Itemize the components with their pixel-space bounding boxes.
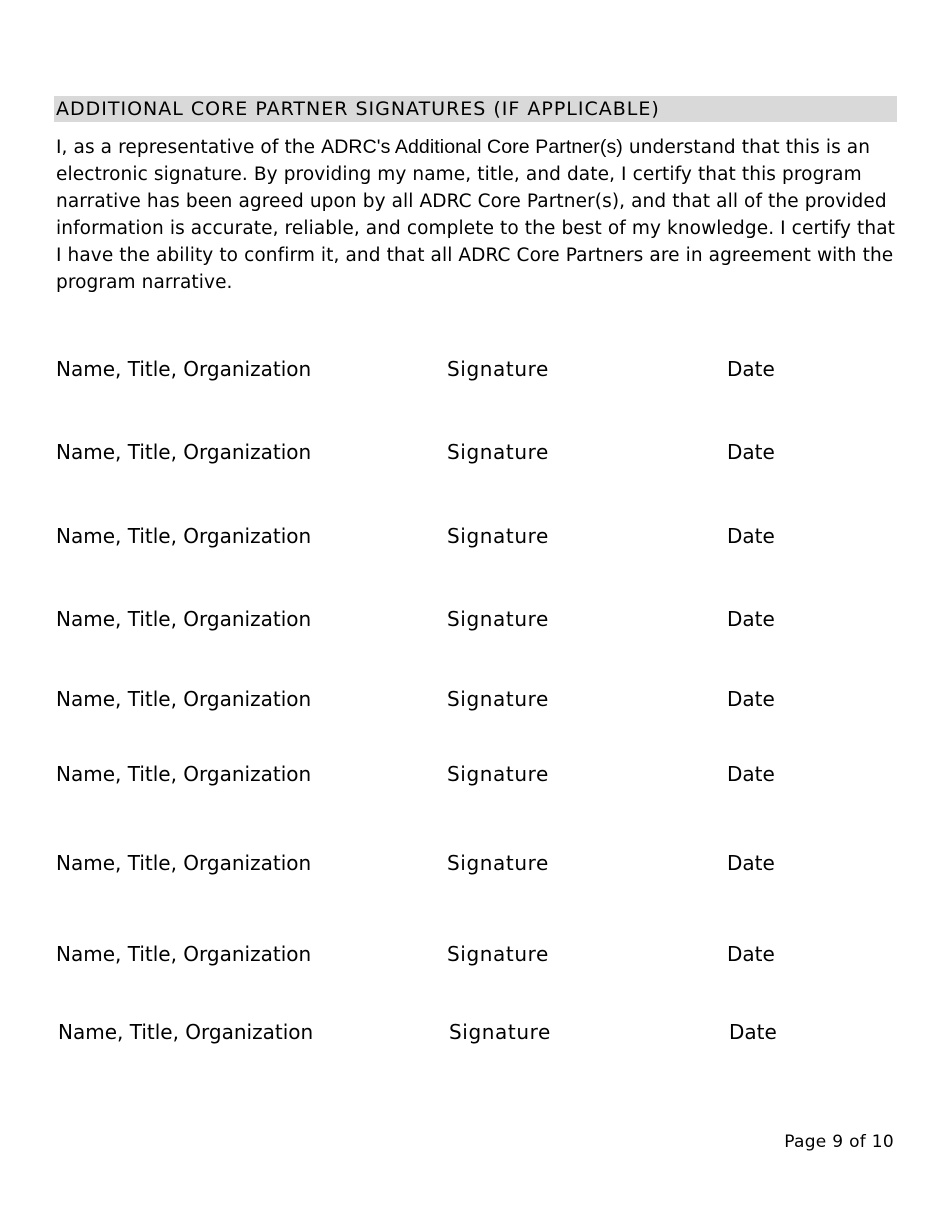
signature-label: Signature bbox=[447, 942, 549, 966]
signature-row bbox=[0, 521, 950, 551]
signature-label: Signature bbox=[447, 357, 549, 381]
signature-label: Signature bbox=[447, 687, 549, 711]
name-title-organization-label: Name, Title, Organization bbox=[56, 687, 312, 711]
signature-label: Signature bbox=[447, 607, 549, 631]
name-title-organization-label: Name, Title, Organization bbox=[56, 851, 312, 875]
signature-row bbox=[0, 604, 950, 634]
signature-row bbox=[0, 354, 950, 384]
signature-row bbox=[0, 1017, 950, 1047]
signature-label: Signature bbox=[449, 1020, 551, 1044]
page-number: Page 9 of 10 bbox=[784, 1132, 894, 1152]
date-label: Date bbox=[727, 851, 775, 875]
name-title-organization-label: Name, Title, Organization bbox=[56, 440, 312, 464]
date-label: Date bbox=[727, 607, 775, 631]
signature-label: Signature bbox=[447, 851, 549, 875]
signature-row bbox=[0, 848, 950, 878]
name-title-organization-label: Name, Title, Organization bbox=[56, 357, 312, 381]
certification-statement bbox=[56, 134, 901, 296]
signature-label: Signature bbox=[447, 440, 549, 464]
signature-label: Signature bbox=[447, 762, 549, 786]
name-title-organization-label: Name, Title, Organization bbox=[56, 762, 312, 786]
signature-row bbox=[0, 939, 950, 969]
date-label: Date bbox=[727, 357, 775, 381]
date-label: Date bbox=[727, 687, 775, 711]
signature-label: Signature bbox=[447, 524, 549, 548]
signature-row bbox=[0, 437, 950, 467]
date-label: Date bbox=[729, 1020, 777, 1044]
date-label: Date bbox=[727, 942, 775, 966]
name-title-organization-label: Name, Title, Organization bbox=[56, 942, 312, 966]
signature-row bbox=[0, 759, 950, 789]
date-label: Date bbox=[727, 524, 775, 548]
name-title-organization-label: Name, Title, Organization bbox=[56, 524, 312, 548]
name-title-organization-label: Name, Title, Organization bbox=[56, 607, 312, 631]
certification-text-part2: ADRC's Additional Core Partner(s) bbox=[321, 136, 623, 158]
section-title: ADDITIONAL CORE PARTNER SIGNATURES (IF APPLICABLE) bbox=[54, 96, 897, 122]
certification-text-part3: understand that this is an electronic signature. By providing my name, title, and date, I certify that this program narrative has been agreed upon by all ADRC Core Partner(s), and that all of the provided information is accurate, reliable, and complete to the best of my knowledge. I certify that I have the ability to confirm it, and that all ADRC Core Partners are in agreement with the program narrative. bbox=[56, 137, 896, 293]
date-label: Date bbox=[727, 440, 775, 464]
name-title-organization-label: Name, Title, Organization bbox=[58, 1020, 314, 1044]
signature-row bbox=[0, 684, 950, 714]
date-label: Date bbox=[727, 762, 775, 786]
certification-text-part1: I, as a representative of the bbox=[56, 137, 322, 158]
